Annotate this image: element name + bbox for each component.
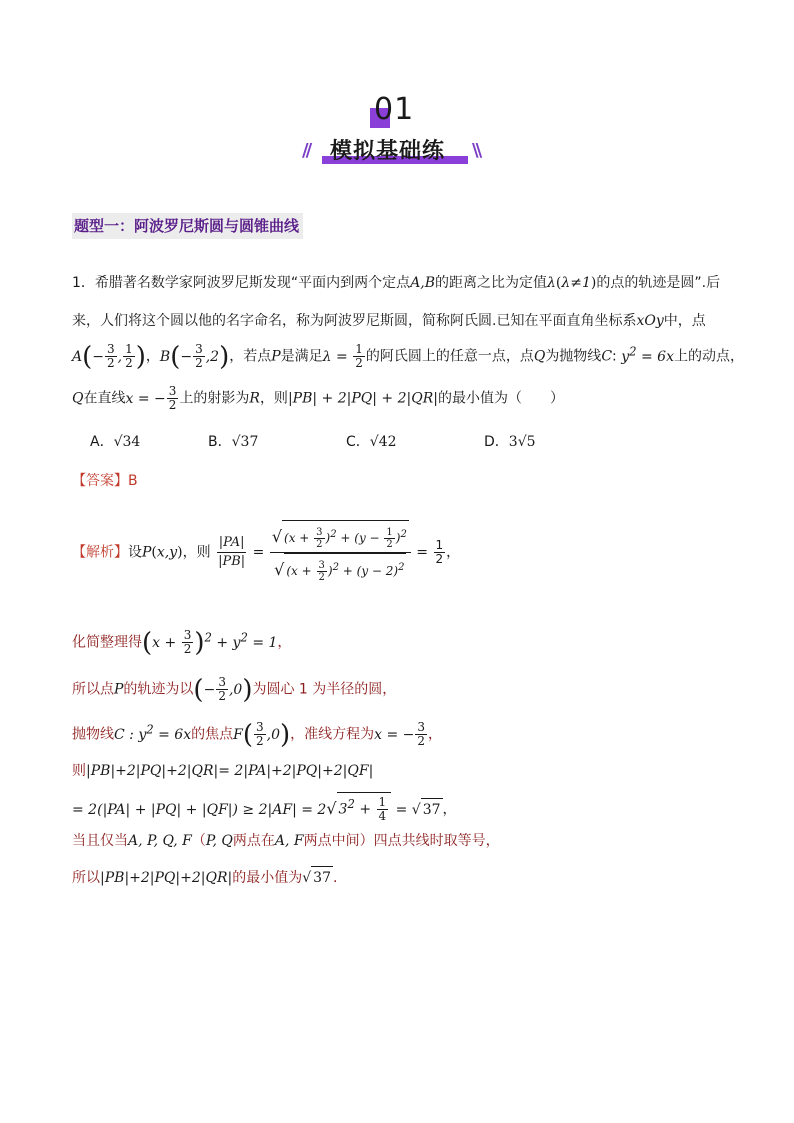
math-inline: P(x,y) (142, 544, 183, 561)
slash-decoration-right-icon: \\ (472, 140, 480, 161)
question-text: 的阿氏圆上的任意一点，点 (365, 348, 534, 365)
question-text: 上的动点， (673, 348, 744, 365)
math-inline: P (114, 681, 124, 698)
question-text: ，则 (259, 390, 288, 407)
analysis-line-2: 化简整理得(x + $\frac{3}{2}$ )$^2 + y^2 = 1$， (72, 627, 292, 658)
question-text: 的距离之比为定值 (435, 275, 548, 291)
math-inline: λ(λ≠1) (547, 275, 597, 291)
question-line-3: A(− $\frac{3}{2}$ , $\frac{1}{2}$ )，B(− $\frac{3}{2}$ ,2)，若点P是满足λ = $\frac{1}{2}$ 的阿氏圆上的任意一点，点Q为抛物线C: $y^2 = 6x$上的动点， (72, 341, 744, 372)
answer-value: B (128, 473, 138, 489)
math-inline: P (271, 348, 281, 365)
math-inline: |PB|+2|PQ|+2|QR|= 2|PA|+2|PQ|+2|QF| (86, 763, 374, 779)
type-heading: 题型一：阿波罗尼斯圆与圆锥曲线 (72, 213, 303, 239)
analysis-line-5 (72, 760, 373, 782)
question-text: 是满足 (280, 348, 323, 365)
math-inline: λ = $\frac{1}{2}$ (322, 342, 363, 371)
question-line-1 (72, 272, 720, 294)
analysis-line-1: 【解析】设P(x,y)，则 $\frac{|PA|}{|PB|}$ = √ (x + $\frac{3}{2}$ )$^2$ + (y − $\frac{1}{2}$ )$^2$ √ (x + $\frac{3}{2}$ )$^2 + (y - 2)^2$ = $\frac{1}{2}$ ， (72, 520, 460, 580)
question-text: 希腊著名数学家阿波罗尼斯发现“平面内到两个定点 (94, 275, 411, 291)
analysis-text: 所以点 (72, 681, 114, 698)
choice-label: C． (346, 434, 370, 450)
math-inline: |PB|+2|PQ|+2|QR| (100, 870, 233, 886)
choice-value: √34 (113, 434, 141, 450)
analysis-line-6: = 2(|PA| + |PQ| + |QF|) ≥ 2|AF| = 2√ $3^2$ + $\frac{1}{4}$ = √ 37 ， (72, 792, 457, 823)
choice-label: D． (484, 434, 509, 450)
question-text: 为抛物线 (545, 348, 602, 365)
math-inline: A, F (274, 833, 304, 849)
math-inline: √ 37 (302, 870, 333, 886)
math-inline: (x + $\frac{3}{2}$ )$^2 + y^2 = 1$ (142, 627, 278, 658)
analysis-line-8: 所以|PB|+2|PQ|+2|QR|的最小值为√ 37 . (72, 866, 337, 889)
question-text: 上的射影为 (179, 390, 250, 407)
math-inline: $y^2 = 6x$ (621, 344, 674, 365)
math-inline: (− $\frac{3}{2}$ ,0) (193, 674, 253, 705)
question-text: 的最小值为（ ） (438, 390, 564, 407)
answer-line (72, 470, 138, 492)
slash-decoration-left-icon: // (302, 140, 310, 161)
section-title-badge (300, 134, 490, 168)
math-inline: F( $\frac{3}{2}$ ,0) (233, 719, 291, 750)
analysis-line-3 (72, 676, 396, 703)
choice-value: 3√5 (508, 434, 536, 450)
math-inline: x = − $\frac{3}{2}$ (374, 720, 426, 749)
analysis-line-4: 抛物线C : $y^2 = 6x$的焦点F( $\frac{3}{2}$ ,0)，准线方程为x = − $\frac{3}{2}$ ， (72, 719, 443, 750)
analysis-text: ，则 (182, 544, 211, 561)
math-inline: Q (533, 348, 546, 365)
section-number-badge (370, 92, 430, 132)
section-title: 模拟基础练 (330, 139, 446, 164)
answer-label: 【答案】 (72, 473, 128, 489)
math-inline: = 2(|PA| + |PQ| + |QF|) ≥ 2|AF| = 2√ $3^2$ + $\frac{1}{4}$ = √ 37 (72, 802, 443, 818)
choice-value: √37 (231, 434, 259, 450)
section-number: 01 (374, 92, 415, 127)
analysis-line-7 (72, 830, 500, 852)
ratio-fraction: $\frac{|PA|}{|PB|}$ (218, 535, 246, 569)
analysis-text: 设 (128, 544, 142, 561)
math-inline: |PB| + 2|PQ| + 2|QR| (287, 390, 438, 407)
math-inline: A(− $\frac{3}{2}$ , $\frac{1}{2}$ ) (72, 341, 146, 372)
choice-a[interactable] (90, 431, 140, 451)
analysis-text: 两点中间）四点共线时取等号， (303, 833, 500, 849)
question-line-2 (72, 310, 706, 332)
math-inline: Q (72, 390, 84, 407)
choice-c[interactable] (346, 431, 397, 451)
math-inline: xOy (636, 313, 664, 329)
math-inline: A, P, Q, F (128, 833, 192, 849)
math-inline: C (601, 348, 613, 365)
question-text: 的点的轨迹是圆”.后 (596, 275, 721, 291)
analysis-text: 化简整理得 (72, 634, 142, 651)
distance-fraction: √ (x + $\frac{3}{2}$ )$^2$ + (y − $\frac{1}{2}$ )$^2$ √ (x + $\frac{3}{2}$ )$^2 + (y - 2)^2$ (270, 520, 411, 585)
math-inline: C : $y^2 = 6x$ (114, 722, 192, 743)
choice-d[interactable] (484, 431, 536, 451)
analysis-label: 【解析】 (72, 544, 128, 561)
math-inline: x = − $\frac{3}{2}$ (125, 384, 177, 412)
question-text: 中，点 (663, 313, 706, 329)
analysis-text: 的最小值为 (232, 870, 303, 886)
question-number: 1． (72, 275, 95, 291)
analysis-text: 则 (72, 763, 86, 779)
math-inline: R (249, 390, 260, 407)
choice-b[interactable] (208, 431, 258, 451)
analysis-text: 为圆心 1 为半径的圆， (252, 681, 397, 698)
analysis-text: 的轨迹为以 (123, 681, 194, 698)
question-line-4 (72, 385, 564, 412)
analysis-text: ，准线方程为 (290, 726, 375, 743)
question-text: 来，人们将这个圆以他的名字命名，称为阿波罗尼斯圆，简称阿氏圆.已知在平面直角坐标系 (72, 313, 637, 329)
choice-value: √42 (369, 434, 397, 450)
question-text: ，若点 (229, 348, 272, 365)
analysis-text: 当且仅当 (72, 833, 128, 849)
math-inline: A,B (410, 275, 436, 291)
analysis-text: 两点在 (232, 833, 275, 849)
analysis-text: （ (191, 833, 206, 849)
choice-label: B． (208, 434, 232, 450)
math-inline: P, Q (205, 833, 233, 849)
math-inline: B(− $\frac{3}{2}$ ,2) (159, 341, 230, 372)
analysis-text: 所以 (72, 870, 100, 886)
choice-label: A． (90, 434, 114, 450)
analysis-text: 的焦点 (191, 726, 234, 743)
question-text: 在直线 (83, 390, 126, 407)
analysis-text: 抛物线 (72, 726, 114, 743)
